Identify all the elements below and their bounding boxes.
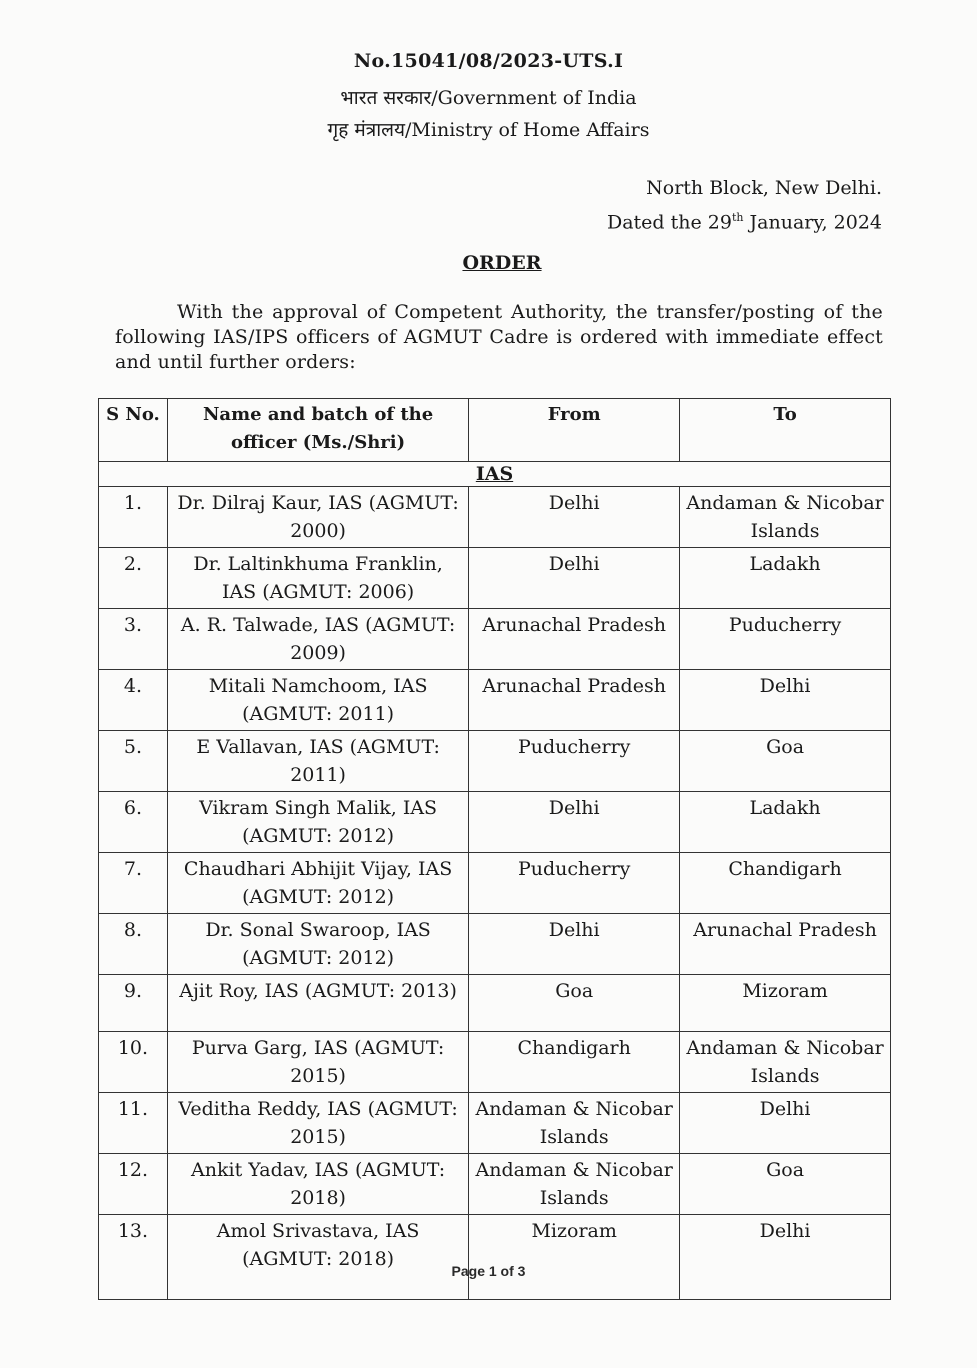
cell-to: Andaman & Nicobar Islands <box>680 487 891 548</box>
header-name: Name and batch of the officer (Ms./Shri) <box>167 399 468 462</box>
cell-sno: 5. <box>99 731 168 792</box>
cell-to: Puducherry <box>680 609 891 670</box>
cell-from: Delhi <box>469 548 680 609</box>
cell-to: Goa <box>680 1154 891 1215</box>
cell-sno: 10. <box>99 1032 168 1093</box>
table-row <box>99 975 891 1032</box>
header-to: To <box>680 399 891 462</box>
section-label: IAS <box>99 462 891 487</box>
header-from: From <box>469 399 680 462</box>
file-number: No.15041/08/2023-UTS.I <box>353 50 624 72</box>
table-header-row <box>99 399 891 462</box>
ministry-line: गृह मंत्रालय/Ministry of Home Affairs <box>327 119 650 141</box>
table-row <box>99 1215 891 1300</box>
cell-name: Purva Garg, IAS (AGMUT: 2015) <box>167 1032 468 1093</box>
cell-name: Ajit Roy, IAS (AGMUT: 2013) <box>167 975 468 1032</box>
table-body <box>99 462 891 1300</box>
cell-to: Delhi <box>680 1093 891 1154</box>
date-prefix: Dated the 29 <box>606 211 732 234</box>
cell-from: Goa <box>469 975 680 1032</box>
cell-to: Mizoram <box>680 975 891 1032</box>
table-row <box>99 853 891 914</box>
table-row <box>99 1093 891 1154</box>
cell-to: Goa <box>680 731 891 792</box>
table-row <box>99 548 891 609</box>
cell-name: Veditha Reddy, IAS (AGMUT: 2015) <box>167 1093 468 1154</box>
table-row <box>99 1154 891 1215</box>
cell-name: Mitali Namchoom, IAS (AGMUT: 2011) <box>167 670 468 731</box>
date-rest: January, 2024 <box>743 211 882 234</box>
cell-name: Vikram Singh Malik, IAS (AGMUT: 2012) <box>167 792 468 853</box>
table-row <box>99 487 891 548</box>
cell-sno: 4. <box>99 670 168 731</box>
location-line: North Block, New Delhi. <box>646 177 882 199</box>
cell-to: Ladakh <box>680 792 891 853</box>
cell-from: Delhi <box>469 487 680 548</box>
cell-name: Dr. Sonal Swaroop, IAS (AGMUT: 2012) <box>167 914 468 975</box>
cell-to: Arunachal Pradesh <box>680 914 891 975</box>
order-body-text: With the approval of Competent Authority, the transfer/posting of the following IAS/IPS officers of AGMUT Cadre is ordered with immediate effect and until further orders: <box>115 301 883 373</box>
cell-from: Chandigarh <box>469 1032 680 1093</box>
date-suffix-ordinal: th <box>731 211 744 224</box>
place-date-block <box>607 174 882 237</box>
transfer-table <box>98 398 891 1300</box>
table-row <box>99 609 891 670</box>
cell-sno: 8. <box>99 914 168 975</box>
cell-sno: 7. <box>99 853 168 914</box>
cell-sno: 1. <box>99 487 168 548</box>
cell-to: Delhi <box>680 670 891 731</box>
table-row <box>99 914 891 975</box>
date-line <box>607 203 882 237</box>
cell-from: Andaman & Nicobar Islands <box>469 1154 680 1215</box>
cell-name: Dr. Dilraj Kaur, IAS (AGMUT: 2000) <box>167 487 468 548</box>
section-row <box>99 462 891 487</box>
cell-from: Delhi <box>469 914 680 975</box>
table-row <box>99 731 891 792</box>
cell-from: Puducherry <box>469 731 680 792</box>
order-title: ORDER <box>462 252 542 274</box>
government-line: भारत सरकार/Government of India <box>340 87 637 109</box>
cell-to: Ladakh <box>680 548 891 609</box>
cell-to: Chandigarh <box>680 853 891 914</box>
cell-sno: 3. <box>99 609 168 670</box>
cell-name: Ankit Yadav, IAS (AGMUT: 2018) <box>167 1154 468 1215</box>
table-row <box>99 670 891 731</box>
cell-from: Andaman & Nicobar Islands <box>469 1093 680 1154</box>
header-sno: S No. <box>99 399 168 462</box>
table-row <box>99 1032 891 1093</box>
cell-to: Andaman & Nicobar Islands <box>680 1032 891 1093</box>
cell-name: E Vallavan, IAS (AGMUT: 2011) <box>167 731 468 792</box>
cell-from: Mizoram <box>469 1215 680 1300</box>
cell-from: Arunachal Pradesh <box>469 670 680 731</box>
table-row <box>99 792 891 853</box>
cell-sno: 13. <box>99 1215 168 1300</box>
cell-from: Arunachal Pradesh <box>469 609 680 670</box>
cell-name: Chaudhari Abhijit Vijay, IAS (AGMUT: 2012) <box>167 853 468 914</box>
cell-sno: 2. <box>99 548 168 609</box>
cell-sno: 12. <box>99 1154 168 1215</box>
cell-sno: 11. <box>99 1093 168 1154</box>
cell-name: Amol Srivastava, IAS (AGMUT: 2018) <box>167 1215 468 1300</box>
cell-sno: 9. <box>99 975 168 1032</box>
cell-to: Delhi <box>680 1215 891 1300</box>
cell-sno: 6. <box>99 792 168 853</box>
cell-from: Puducherry <box>469 853 680 914</box>
cell-name: A. R. Talwade, IAS (AGMUT: 2009) <box>167 609 468 670</box>
cell-from: Delhi <box>469 792 680 853</box>
cell-name: Dr. Laltinkhuma Franklin, IAS (AGMUT: 2006) <box>167 548 468 609</box>
page-number: Page 1 of 3 <box>451 1263 526 1279</box>
